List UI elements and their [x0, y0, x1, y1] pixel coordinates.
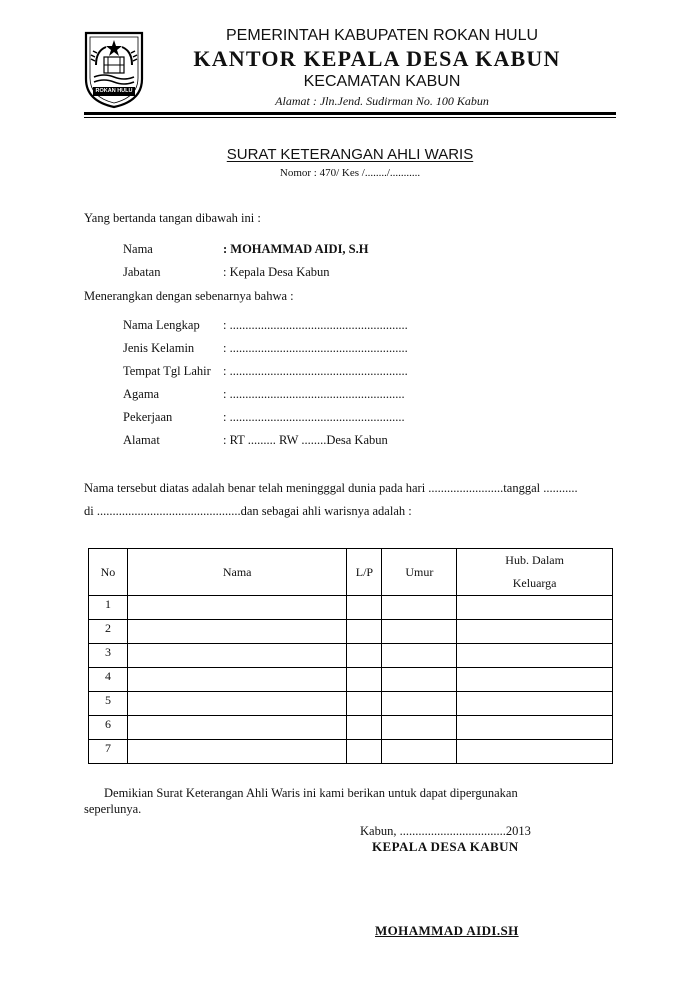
cell-relation — [457, 692, 613, 716]
signature-office: KEPALA DESA KABUN — [372, 839, 519, 854]
office-address: Alamat : Jln.Jend. Sudirman No. 100 Kabun — [275, 94, 489, 108]
col-header-gender: L/P — [347, 549, 382, 596]
cell-relation — [457, 668, 613, 692]
deceased-label: Agama — [123, 387, 160, 401]
cell-relation — [457, 644, 613, 668]
district-name: KECAMATAN KABUN — [303, 73, 461, 90]
cell-relation — [457, 620, 613, 644]
cell-age — [382, 668, 457, 692]
cell-name — [127, 740, 346, 764]
office-name: KANTOR KEPALA DESA KABUN — [193, 46, 561, 71]
row-number: 3 — [89, 644, 128, 668]
table-row — [89, 620, 613, 644]
government-name: PEMERINTAH KABUPATEN ROKAN HULU — [225, 27, 539, 44]
deceased-label: Pekerjaan — [123, 410, 173, 424]
cell-relation — [457, 740, 613, 764]
cell-name — [127, 596, 346, 620]
cell-name — [127, 716, 346, 740]
cell-age — [382, 596, 457, 620]
letterhead-rule-thin — [84, 117, 616, 118]
col-header-relation-line1: Hub. Dalam — [505, 553, 564, 567]
deceased-label: Nama Lengkap — [123, 318, 200, 332]
intro-text: Yang bertanda tangan dibawah ini : — [84, 211, 261, 225]
table-row — [89, 644, 613, 668]
row-number: 2 — [89, 620, 128, 644]
cell-age — [382, 620, 457, 644]
row-number: 1 — [89, 596, 128, 620]
signer-position-label: Jabatan — [123, 265, 161, 279]
col-header-name: Nama — [127, 549, 346, 596]
document-title-wrap — [85, 146, 615, 163]
cell-age — [382, 692, 457, 716]
cell-gender — [347, 668, 382, 692]
cell-gender — [347, 596, 382, 620]
signature-place-date: Kabun, ..................................2013 — [360, 824, 531, 838]
cell-relation — [457, 596, 613, 620]
emblem-ribbon-text: ROKAN HULU — [95, 88, 133, 94]
row-number: 5 — [89, 692, 128, 716]
death-statement-line1: Nama tersebut diatas adalah benar telah meningggal dunia pada hari ........................tanggal ........... — [84, 481, 578, 495]
closing-line2: seperlunya. — [84, 802, 142, 816]
deceased-value: : ......................................................... — [223, 318, 408, 332]
row-number: 7 — [89, 740, 128, 764]
cell-gender — [347, 692, 382, 716]
deceased-value: : ........................................................ — [223, 410, 405, 424]
death-statement-line2: di ..............................................dan sebagai ahli warisnya adalah : — [84, 504, 412, 518]
closing-line1: Demikian Surat Keterangan Ahli Waris ini kami berikan untuk dapat dipergunakan — [104, 786, 518, 800]
table-header-row — [89, 549, 613, 596]
deceased-label: Tempat Tgl Lahir — [123, 364, 211, 378]
cell-gender — [347, 620, 382, 644]
cell-gender — [347, 716, 382, 740]
heirs-table — [88, 548, 613, 764]
cell-name — [127, 620, 346, 644]
col-header-relation — [457, 549, 613, 596]
col-header-age: Umur — [382, 549, 457, 596]
deceased-value: : RT ......... RW ........Desa Kabun — [223, 433, 388, 447]
signature-name: MOHAMMAD AIDI.SH — [375, 923, 519, 938]
deceased-label: Jenis Kelamin — [123, 341, 195, 355]
table-row — [89, 716, 613, 740]
signer-position-value: : Kepala Desa Kabun — [223, 265, 330, 279]
table-row — [89, 692, 613, 716]
cell-gender — [347, 740, 382, 764]
col-header-relation-line2: Keluarga — [512, 576, 557, 590]
regency-emblem-logo — [82, 27, 146, 109]
deceased-value: : ......................................................... — [223, 341, 408, 355]
col-header-no: No — [89, 549, 128, 596]
cell-age — [382, 716, 457, 740]
deceased-value: : ......................................................... — [223, 364, 408, 378]
letterhead-rule-thick — [84, 112, 616, 115]
cell-age — [382, 740, 457, 764]
cell-name — [127, 668, 346, 692]
document-number: Nomor : 470/ Kes /......../........... — [279, 167, 421, 179]
table-row — [89, 596, 613, 620]
table-row — [89, 668, 613, 692]
document-title: SURAT KETERANGAN AHLI WARIS — [226, 146, 474, 163]
signer-name-value: : MOHAMMAD AIDI, S.H — [223, 242, 369, 256]
statement-text: Menerangkan dengan sebenarnya bahwa : — [84, 289, 294, 303]
cell-relation — [457, 716, 613, 740]
cell-name — [127, 692, 346, 716]
cell-age — [382, 644, 457, 668]
table-row — [89, 740, 613, 764]
cell-name — [127, 644, 346, 668]
emblem-icon — [82, 27, 146, 109]
cell-gender — [347, 644, 382, 668]
row-number: 6 — [89, 716, 128, 740]
deceased-value: : ........................................................ — [223, 387, 405, 401]
signer-name-label: Nama — [123, 242, 153, 256]
row-number: 4 — [89, 668, 128, 692]
deceased-label: Alamat — [123, 433, 160, 447]
